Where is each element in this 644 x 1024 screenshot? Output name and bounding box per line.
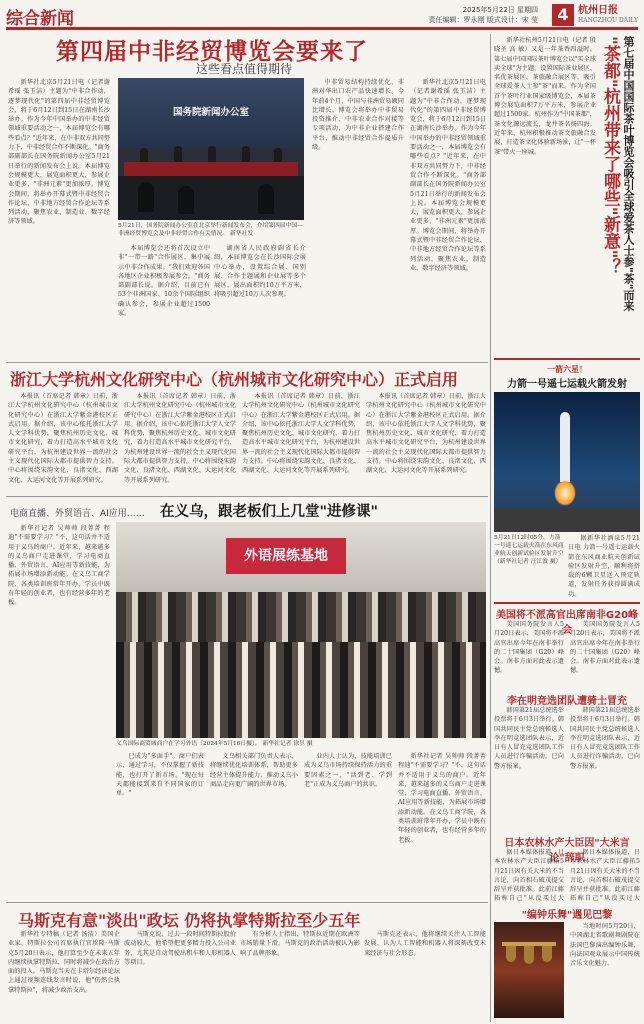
yiwu-kicker: 电商直播、外贸语言、AI应用…… xyxy=(10,509,145,519)
musk-column-4: 马斯克还表示，他将继续关注人工智能发展，认为人工智能和机器人将深刻改变未来经济与社会形态。 xyxy=(364,931,486,957)
yiwu-column-4: 业内人士认为，技能培训已成为义乌市场持续保持活力的重要因素之一，"活到老、学到老"正成为义乌商户的共识。 xyxy=(304,753,392,788)
musk-column-3: 有分析人士指出，特斯拉近期在欧洲等市场销量下滑，马斯克的政治活动被认为影响了品牌形象。 xyxy=(240,931,360,957)
tea-headline: "茶都"杭州带来了哪些"新意"？ xyxy=(600,36,620,276)
paper-name: 杭州日报 xyxy=(578,5,619,16)
rocket-body: 据新华社酒泉5月21日电 力箭一号遥七运载火箭在东风商业航天创新试验区发射升空，顺利将搭载的6颗卫星送入预定轨道，发射任务获得圆满成功。 xyxy=(568,535,640,598)
red-rule xyxy=(494,602,640,604)
issue-editors: 责任编辑：罗永刚 版式设计：宋 莹 xyxy=(428,16,538,24)
lead-photo-caption: 5月21日，国务院新闻办公室在北京举行新闻发布会，介绍第四届中国—非洲经贸博览会及中非经贸合作有关情况。 新华社发 xyxy=(118,223,303,237)
musk-column-2: 马斯克说，过去一段时间特斯拉股价波动较大，他希望把更多精力投入公司业务，尤其是自动驾驶出租车和人形机器人等项目。 xyxy=(124,931,236,966)
lead-photo xyxy=(118,78,304,220)
tea-body: 新华社杭州5月21日电（记者 殷晓圣 高 敏）又是一年茶香四溢时。第七届中国国际茶叶博览会以"买全球 卖全球"为主题，设置国际茶业展区、名优茶展区、茶旅融合展区等，吸引全球爱茶人士参"茶"而来。作为全国首个茶叶行业国家级博览会，本届茶博会展览面积7万平方米，参展企业超过1500家。杭州作为"中国茶都"，茶文化源远流长，龙井茶名扬四海。近年来，杭州积极推动茶文旅融合发展，打造茶文化体验新场景，让"一杯茶"带火一座城。 xyxy=(494,37,596,156)
japan-headline: 日本农林水产大臣因"大米言论"辞职 xyxy=(504,838,630,864)
rocket-headline: 力箭一号遥七运载火箭发射 xyxy=(507,379,627,390)
japan-column-1: 据日本媒体报道，日本农林水产大臣江藤拓5月21日因有关大米的不当言论，向首相石破茂提交辞呈并获批准。此前江藤拓称自己"从没买过大 xyxy=(494,849,564,902)
zju-column-1: 本报讯（首席记者 韩章）日前，浙江大学杭州文化研究中心（杭州城市文化研究中心）在浙江大学紫金港校区正式启用。据介绍，该中心依托浙江大学人文学科优势，聚焦杭州历史文化、城市文化研究，着力打造高水平城市文化研究平台，为杭州建设世界一流的社会主义现代化国际大都市提供智力支持。中心将围绕宋韵文化、良渚文化、西湖文化、大运河文化等开展系列研究。 xyxy=(8,393,118,484)
zju-headline: 浙江大学杭州文化研究中心（杭州城市文化研究中心）正式启用 xyxy=(10,370,459,389)
paper-sub: HANGZHOU DAILY xyxy=(578,17,638,24)
musk-headline: 马斯克有意"淡出"政坛 仍将执掌特斯拉至少五年 xyxy=(18,911,361,930)
g20-column-1: 美国国务院发言人5月20日表示，美国将不派高官出席今年在南非举行的二十国集团（G20）峰会。南非方面对此表示遗憾。 xyxy=(494,621,564,675)
divider xyxy=(6,496,488,497)
lead-column-2b: 湖南省人民政府副省长介绍，本届博览会在长沙国际会展中心举办，设置综合展、国别展、合作主题展和企业展等多个展区，展出面积约10万平方米，将吸引超过10万人次参观。 xyxy=(214,245,306,299)
zju-column-4: 本报讯（首席记者 韩章）日前，浙江大学杭州文化研究中心（杭州城市文化研究中心）在浙江大学紫金港校区正式启用。据介绍，该中心依托浙江大学人文学科优势，聚焦杭州历史文化、城市文化研究，着力打造高水平城市文化研究平台，为杭州建设世界一流的社会主义现代化国际大都市提供智力支持。中心将围绕宋韵文化、良渚文化、西湖文化、大运河文化等开展系列研究。 xyxy=(366,393,486,475)
japan-column-2: 据日本媒体报道，日本农林水产大臣江藤拓5月21日因有关大米的不当言论，向首相石破茂提交辞呈并获批准。此前江藤拓称自己"从没买过大 xyxy=(570,849,640,902)
yiwu-headline: 在义乌，跟老板们上几堂"进修课" xyxy=(160,504,379,520)
li-headline: 李在明竞选团队遭骑士冒充 xyxy=(507,696,627,707)
screen-title: 国务院新闻办公室 xyxy=(172,107,249,118)
yiwu-banner: 外语展练基地 xyxy=(226,538,346,574)
yiwu-column-5: 新华社记者 吴帅帅 段菁菁 程迪"不需要学习？"不，这句话并不适用于义乌的商户。近年来，越来越多的义乌商户走进课堂，学习电商直播、外贸语言、AI应用等新技能，为拓展市场增添新动能。在义乌工商学院，各类培训班常年开办，学员中既有年轻的创业者，也有经营多年的老板。 xyxy=(398,753,486,844)
bell-headline: "编钟乐舞"遇见巴黎 xyxy=(521,910,613,921)
lead-column-3: 中非贸易结构持续优化，非洲对华出口农产品快速增长。今年前4个月，中国与非洲贸易额同比增长。博览会将举办中非贸易投资推介、中非农业合作对接等专项活动，为中非企业搭建合作平台，推动中非经贸合作提质升级。 xyxy=(312,79,404,152)
lead-column-2a: 本届博览会还将首次设立中非"一带一路"合作展区，集中展示中非合作成果。"我们欢迎各国各地区企业积极参展参会。"商务部副部长说。据介绍，目前已有53个非洲国家、10余个国际组织确认参会，参展企业超过1500家。 xyxy=(118,245,210,318)
zju-column-2: 本报讯（首席记者 韩章）日前，浙江大学杭州文化研究中心（杭州城市文化研究中心）在浙江大学紫金港校区正式启用。据介绍，该中心依托浙江大学人文学科优势，聚焦杭州历史文化、城市文化研究，着力打造高水平城市文化研究平台，为杭州建设世界一流的社会主义现代化国际大都市提供智力支持。中心将围绕宋韵文化、良渚文化、西湖文化、大运河文化等开展系列研究。 xyxy=(124,393,236,484)
divider xyxy=(6,902,488,903)
musk-column-1: 新华社专特稿（记者 汤洁）美国企业家、特斯拉公司首席执行官埃隆·马斯克5月20日表示，他打算至少在未来五年内继续执掌特斯拉，同时将减少在政治方面的投入。马斯克当天在卡塔尔经济论坛上通过视频连线发言时说，他"仍然会执掌特斯拉"，将减少政治支出。 xyxy=(8,931,120,994)
issue-date: 2025年5月22日 星期四 xyxy=(462,6,538,14)
lead-headline: 第四届中非经贸博览会要来了 xyxy=(56,39,368,65)
issue-meta xyxy=(429,5,538,25)
lead-subheadline: 这些看点值得期待 xyxy=(196,62,293,76)
yiwu-column-1: 新华社记者 吴帅帅 段菁菁 程迪"不需要学习？"不，这句话并不适用于义乌的商户。近年来，越来越多的义乌商户走进课堂，学习电商直播、外贸语言、AI应用等新技能，为拓展市场增添新动能。在义乌工商学院，各类培训班常年开办，学员中既有年轻的创业者，也有经营多年的老板。 xyxy=(8,525,110,607)
lead-column-1: 新华社北京5月21日电（记者谢希瑶 张玉洁）主题为"中非合作动，逐梦现代化"的第四届中非经贸博览会，将于6月12日到15日在湖南长沙举办。作为今年中国举办的中非经贸领域重要活动之一，本届博览会有哪些看点？"近年来，在中非双方共同努力下，中非经贸合作不断深化。"商务部副部长在国务院新闻办公室5月21日举行的新闻发布会上说。本届博览会规模更大，展览面积更大，参展企业更多，"非洲元素"更加浓厚。博览会期间，将举办开幕式暨中非经贸合作论坛、中非地方经贸合作论坛等系列活动，聚焦农业、制造业、数字经济等领域。 xyxy=(8,79,110,226)
bell-photo xyxy=(494,922,564,1018)
yiwu-column-3: 义乌相关部门负责人表示，将继续优化培训体系，帮助更多经营主体提升能力，推动义乌小商品走向更广阔的世界市场。 xyxy=(210,753,298,788)
bell-body: 当地时间5月20日，中国湖北省歌剧舞剧院在法国巴黎演出编钟乐舞，向法国观众展示中国传统音乐文化魅力。 xyxy=(570,923,640,968)
masthead xyxy=(6,4,638,30)
paper-logo xyxy=(578,6,638,26)
page-number: 4 xyxy=(552,4,574,26)
li-column-2: 韩国第21届总统选举投票将于6月3日举行。韩国共同民主党总统候选人李在明竞选团队表示，近日有人冒充竞选团队工作人员进行诈骗活动，已向警方报案。 xyxy=(570,707,640,770)
g20-column-2: 美国国务院发言人5月20日表示，美国将不派高官出席今年在南非举行的二十国集团（G20）峰会。南非方面对此表示遗憾。 xyxy=(570,621,640,675)
tea-kicker: 第七届中国国际茶叶博览会吸引全球爱茶人士参"茶"而来 xyxy=(622,36,635,312)
g20-headline: 美国将不派高官出席南非G20峰会 xyxy=(495,610,639,636)
yiwu-photo-caption: 义乌国际商贸城商户在学习外语（2024年5月16日摄）。 新华社记者 徐昱 摄 xyxy=(116,741,313,747)
lead-column-4: 新华社北京5月21日电（记者谢希瑶 张玉洁）主题为"中非合作动，逐梦现代化"的第四届中非经贸博览会，将于6月12日到15日在湖南长沙举办。作为今年中国举办的中非经贸领域重要活动之一，本届博览会有哪些看点？"近年来，在中非双方共同努力下，中非经贸合作不断深化。"商务部副部长在国务院新闻办公室5月21日举行的新闻发布会上说。本届博览会规模更大，展览面积更大，参展企业更多，"非洲元素"更加浓厚。博览会期间，将举办开幕式暨中非经贸合作论坛、中非地方经贸合作论坛等系列活动，聚焦农业、制造业、数字经济等领域。 xyxy=(410,79,486,272)
section-title: 综合新闻 xyxy=(6,9,74,29)
divider xyxy=(6,362,488,363)
yiwu-column-2: 已成为"多面手"。商户们表示，通过学习，不仅掌握了新技能，也打开了新市场。"现在每天都能接到来自不同国家的订单。" xyxy=(116,753,204,798)
li-column-1: 韩国第21届总统选举投票将于6月3日举行。韩国共同民主党总统候选人李在明竞选团队表示，近日有人冒充竞选团队工作人员进行诈骗活动，已向警方报案。 xyxy=(494,707,564,770)
rocket-kicker: 一箭六星！ xyxy=(547,365,587,374)
rocket-caption: 5月21日12时05分，力箭一号遥七运载火箭在东风商业航天创新试验区发射升空（新华社记者 汪江波 摄） xyxy=(494,535,564,565)
zju-column-3: 本报讯（首席记者 韩章）日前，浙江大学杭州文化研究中心（杭州城市文化研究中心）在浙江大学紫金港校区正式启用。据介绍，该中心依托浙江大学人文学科优势，聚焦杭州历史文化、城市文化研究，着力打造高水平城市文化研究平台，为杭州建设世界一流的社会主义现代化国际大都市提供智力支持。中心将围绕宋韵文化、良渚文化、西湖文化、大运河文化等开展系列研究。 xyxy=(242,393,360,475)
red-rule xyxy=(494,358,640,360)
rocket-photo xyxy=(494,392,640,532)
yiwu-photo xyxy=(116,522,486,738)
column-divider xyxy=(490,34,491,1022)
